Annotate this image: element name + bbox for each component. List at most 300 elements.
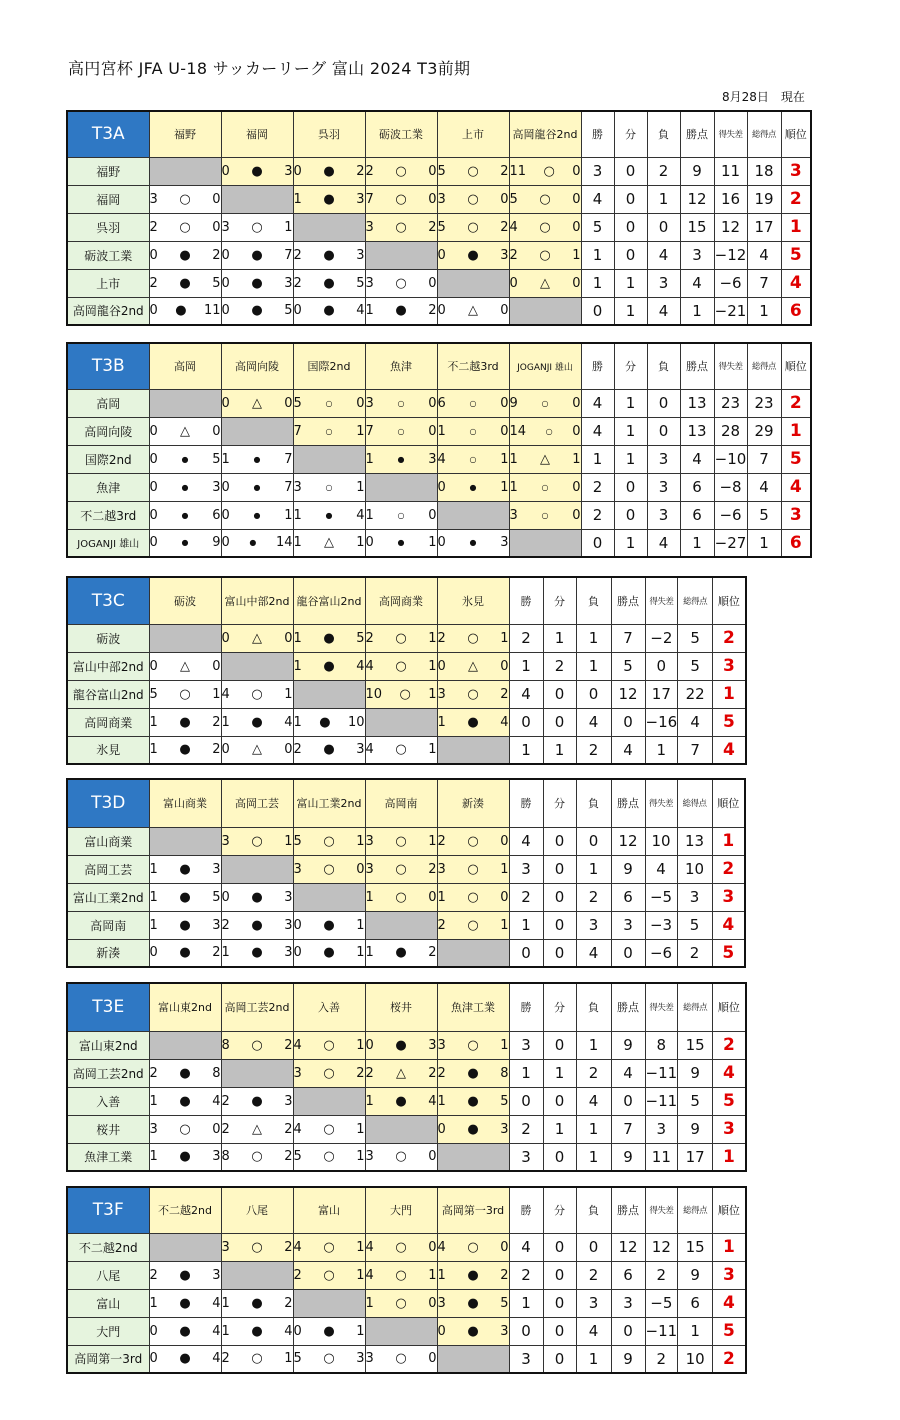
home-score: 5 [437, 219, 446, 235]
win-mark-icon: ○ [397, 510, 405, 520]
win-mark-icon: ○ [541, 510, 549, 520]
stat-value: 1 [614, 445, 647, 473]
home-score: 3 [221, 219, 230, 235]
home-score: 0 [149, 535, 158, 551]
stat-value: 1 [680, 297, 714, 325]
home-score: 3 [437, 686, 446, 702]
home-score: 0 [221, 163, 230, 179]
draw-mark-icon: △ [252, 395, 262, 411]
column-team-header: 龍谷富山2nd [293, 577, 365, 624]
win-mark-icon: ○ [395, 861, 407, 877]
loss-mark-icon: ● [323, 191, 335, 207]
row-team-label: 富山商業 [67, 827, 149, 855]
match-result-cell [365, 736, 437, 764]
stat-value: 4 [581, 389, 614, 417]
stat-value: 0 [509, 1087, 543, 1115]
match-result-cell [221, 1317, 293, 1345]
match-result-cell [365, 1059, 437, 1087]
away-score: 2 [284, 1149, 293, 1165]
away-score: 2 [500, 163, 509, 179]
rank-value: 5 [781, 241, 811, 269]
stat-value: 1 [614, 297, 647, 325]
league-table-t3d [66, 778, 746, 968]
match-result-cell [293, 185, 365, 213]
stat-header: 総得点 [678, 1187, 713, 1233]
stat-value: 2 [677, 939, 712, 967]
away-score: 5 [356, 630, 365, 646]
home-score: 2 [293, 275, 302, 291]
stat-header: 勝 [581, 111, 614, 157]
home-score: 4 [365, 1239, 374, 1255]
away-score: 1 [428, 742, 437, 758]
stat-header: 順位 [713, 983, 746, 1031]
stat-value: 0 [543, 911, 576, 939]
away-score: 4 [356, 507, 365, 523]
away-score: 2 [284, 1121, 293, 1137]
draw-mark-icon: △ [180, 423, 190, 439]
stat-value: 5 [581, 213, 614, 241]
home-score: 1 [293, 191, 302, 207]
match-result-cell [509, 269, 581, 297]
loss-mark-icon: ● [179, 1267, 191, 1283]
away-score: 0 [500, 395, 509, 411]
away-score: 0 [356, 395, 365, 411]
league-name: T3C [67, 577, 149, 624]
home-score: 0 [221, 535, 230, 551]
away-score: 3 [356, 1351, 365, 1367]
stat-header: 得失差 [645, 779, 677, 827]
away-score: 1 [572, 451, 581, 467]
stat-value: 3 [647, 473, 680, 501]
win-mark-icon: ○ [395, 1149, 407, 1165]
away-score: 1 [428, 630, 437, 646]
match-result-cell [365, 501, 437, 529]
column-team-header: 砺波工業 [365, 111, 437, 157]
loss-mark-icon: ● [251, 247, 263, 263]
stat-value: 0 [543, 939, 576, 967]
stat-value: 13 [680, 417, 714, 445]
away-score: 2 [284, 1239, 293, 1255]
match-result-cell [149, 911, 221, 939]
rank-value: 2 [781, 389, 811, 417]
match-result-cell [149, 473, 221, 501]
rank-value: 5 [781, 445, 811, 473]
home-score: 0 [149, 247, 158, 263]
loss-mark-icon: ● [251, 889, 263, 905]
home-score: 2 [365, 630, 374, 646]
column-team-header: 入善 [293, 983, 365, 1031]
table-row [67, 529, 811, 557]
stat-header: 分 [543, 983, 576, 1031]
match-result-cell [293, 1345, 365, 1373]
stat-value: 1 [509, 911, 543, 939]
away-score: 3 [284, 889, 293, 905]
away-score: 4 [212, 1093, 221, 1109]
table-row [67, 445, 811, 473]
match-result-cell [149, 185, 221, 213]
stat-value: 4 [581, 417, 614, 445]
loss-mark-icon: ● [469, 482, 477, 492]
stat-header: 勝 [509, 983, 543, 1031]
match-result-cell [149, 417, 221, 445]
home-score: 8 [221, 1037, 230, 1053]
draw-mark-icon: △ [252, 742, 262, 758]
match-result-cell [293, 389, 365, 417]
stat-value: 13 [677, 827, 712, 855]
loss-mark-icon: ● [251, 303, 263, 319]
away-score: 11 [203, 303, 221, 319]
home-score: 5 [293, 833, 302, 849]
column-team-header: 不二越2nd [149, 1187, 221, 1233]
away-score: 2 [428, 219, 437, 235]
win-mark-icon: ○ [251, 1239, 263, 1255]
stat-value: 1 [576, 652, 611, 680]
stat-value: 4 [509, 1233, 543, 1261]
table-row [67, 1087, 746, 1115]
home-score: 3 [365, 833, 374, 849]
loss-mark-icon: ● [323, 303, 335, 319]
away-score: 3 [428, 451, 437, 467]
away-score: 4 [284, 714, 293, 730]
stat-value: 3 [677, 883, 712, 911]
match-result-cell [293, 501, 365, 529]
league-name: T3A [67, 111, 149, 157]
away-score: 3 [212, 1267, 221, 1283]
win-mark-icon: ○ [539, 191, 551, 207]
match-result-cell [293, 1261, 365, 1289]
stat-value: 1 [678, 1317, 713, 1345]
home-score: 0 [149, 451, 158, 467]
home-score: 3 [365, 219, 374, 235]
loss-mark-icon: ● [323, 945, 335, 961]
match-result-cell [221, 389, 293, 417]
away-score: 1 [284, 1351, 293, 1367]
away-score: 1 [500, 479, 509, 495]
stat-value: 9 [611, 1143, 645, 1171]
stat-value: 1 [581, 445, 614, 473]
stat-value: 9 [611, 855, 645, 883]
away-score: 0 [500, 303, 509, 319]
home-score: 1 [149, 861, 158, 877]
away-score: 0 [428, 1149, 437, 1165]
stat-value: 5 [611, 652, 645, 680]
match-result-cell [221, 624, 293, 652]
home-score: 4 [221, 686, 230, 702]
stat-value: 3 [647, 269, 680, 297]
loss-mark-icon: ● [251, 1093, 263, 1109]
loss-mark-icon: ● [181, 510, 189, 520]
away-score: 3 [500, 1121, 509, 1137]
match-result-cell [365, 269, 437, 297]
loss-mark-icon: ● [181, 538, 189, 548]
home-score: 1 [293, 714, 302, 730]
match-result-cell [221, 1289, 293, 1317]
match-result-cell [293, 1233, 365, 1261]
match-result-cell [509, 417, 581, 445]
away-score: 0 [428, 275, 437, 291]
match-result-cell [221, 736, 293, 764]
match-result-cell [509, 473, 581, 501]
stat-value: 29 [747, 417, 781, 445]
loss-mark-icon: ● [179, 1351, 191, 1367]
stat-value: 4 [647, 241, 680, 269]
stat-value: 2 [581, 473, 614, 501]
stat-value: 3 [509, 855, 543, 883]
home-score: 0 [437, 658, 446, 674]
loss-mark-icon: ● [319, 714, 331, 730]
self-match-cell [437, 1143, 509, 1171]
stat-value: 15 [678, 1233, 713, 1261]
row-team-label: 不二越3rd [67, 501, 149, 529]
match-result-cell [437, 1289, 509, 1317]
loss-mark-icon: ● [397, 454, 405, 464]
loss-mark-icon: ● [397, 538, 405, 548]
self-match-cell [149, 624, 221, 652]
loss-mark-icon: ● [395, 1093, 407, 1109]
match-result-cell [149, 445, 221, 473]
stat-header: 勝点 [611, 577, 645, 624]
stat-value: 0 [611, 1087, 645, 1115]
stat-value: 0 [543, 1289, 576, 1317]
stat-value: 5 [678, 652, 713, 680]
home-score: 2 [221, 1351, 230, 1367]
home-score: 1 [365, 1093, 374, 1109]
draw-mark-icon: △ [468, 303, 478, 319]
stat-value: 0 [543, 1345, 576, 1373]
match-result-cell [221, 708, 293, 736]
loss-mark-icon: ● [395, 945, 407, 961]
stat-header: 分 [543, 577, 576, 624]
home-score: 0 [221, 303, 230, 319]
win-mark-icon: ○ [251, 1037, 263, 1053]
loss-mark-icon: ● [467, 1121, 479, 1137]
rank-value: 2 [713, 624, 746, 652]
away-score: 3 [284, 917, 293, 933]
stat-value: 12 [611, 680, 645, 708]
row-team-label: 氷見 [67, 736, 149, 764]
away-score: 10 [347, 714, 365, 730]
away-score: 1 [356, 1323, 365, 1339]
stat-value: 0 [543, 680, 576, 708]
stat-value: 1 [576, 855, 611, 883]
away-score: 0 [500, 423, 509, 439]
win-mark-icon: ○ [179, 219, 191, 235]
stat-value: −11 [645, 1087, 678, 1115]
match-result-cell [365, 213, 437, 241]
away-score: 0 [572, 191, 581, 207]
match-result-cell [221, 241, 293, 269]
stat-value: 6 [611, 883, 645, 911]
home-score: 1 [293, 658, 302, 674]
row-team-label: 高岡向陵 [67, 417, 149, 445]
row-team-label: 高岡工芸 [67, 855, 149, 883]
home-score: 0 [293, 945, 302, 961]
away-score: 0 [428, 507, 437, 523]
stat-value: 0 [509, 939, 543, 967]
row-team-label: 大門 [67, 1317, 149, 1345]
stat-value: 1 [614, 417, 647, 445]
away-score: 3 [356, 191, 365, 207]
stat-value: 1 [576, 1345, 611, 1373]
stat-header: 勝点 [611, 779, 645, 827]
stat-value: 3 [576, 1289, 611, 1317]
draw-mark-icon: △ [540, 275, 550, 291]
loss-mark-icon: ● [179, 1323, 191, 1339]
match-result-cell [293, 269, 365, 297]
stat-value: 1 [543, 1059, 576, 1087]
stat-header: 順位 [712, 779, 745, 827]
rank-value: 4 [713, 736, 746, 764]
stat-value: 1 [581, 269, 614, 297]
home-score: 2 [437, 917, 446, 933]
away-score: 0 [284, 742, 293, 758]
stat-value: 11 [714, 157, 747, 185]
match-result-cell [149, 652, 221, 680]
stat-value: 11 [645, 1143, 678, 1171]
stat-value: 12 [611, 1233, 645, 1261]
home-score: 0 [437, 247, 446, 263]
stat-value: 4 [581, 185, 614, 213]
table-row [67, 241, 811, 269]
stat-value: −11 [645, 1059, 678, 1087]
column-team-header: 大門 [365, 1187, 437, 1233]
stat-value: 4 [645, 855, 677, 883]
away-score: 3 [356, 742, 365, 758]
row-team-label: JOGANJI 雄山 [67, 529, 149, 557]
match-result-cell [149, 529, 221, 557]
away-score: 2 [500, 1267, 509, 1283]
stat-value: 1 [576, 1143, 611, 1171]
home-score: 1 [509, 451, 518, 467]
column-team-header: 福岡 [221, 111, 293, 157]
stat-value: 4 [647, 529, 680, 557]
loss-mark-icon: ● [467, 1065, 479, 1081]
away-score: 8 [500, 1065, 509, 1081]
win-mark-icon: ○ [395, 1239, 407, 1255]
loss-mark-icon: ● [251, 275, 263, 291]
self-match-cell [293, 680, 365, 708]
stat-value: 0 [543, 883, 576, 911]
column-team-header: 富山東2nd [149, 983, 221, 1031]
home-score: 2 [437, 833, 446, 849]
column-team-header: 富山 [293, 1187, 365, 1233]
match-result-cell [437, 529, 509, 557]
match-result-cell [221, 827, 293, 855]
loss-mark-icon: ● [323, 658, 335, 674]
home-score: 5 [293, 1351, 302, 1367]
stat-value: 2 [509, 624, 543, 652]
match-result-cell [293, 417, 365, 445]
win-mark-icon: ○ [323, 1065, 335, 1081]
loss-mark-icon: ● [325, 510, 333, 520]
match-result-cell [437, 185, 509, 213]
league-table-t3e [66, 982, 747, 1172]
stat-value: 5 [678, 1087, 713, 1115]
away-score: 1 [428, 686, 437, 702]
match-result-cell [149, 1059, 221, 1087]
draw-mark-icon: △ [324, 535, 334, 551]
away-score: 0 [356, 861, 365, 877]
home-score: 0 [221, 395, 230, 411]
match-result-cell [509, 185, 581, 213]
league-name: T3E [67, 983, 149, 1031]
stat-value: 0 [543, 1233, 576, 1261]
match-result-cell [293, 855, 365, 883]
away-score: 2 [428, 1065, 437, 1081]
loss-mark-icon: ● [179, 1093, 191, 1109]
loss-mark-icon: ● [251, 1323, 263, 1339]
match-result-cell [221, 680, 293, 708]
stat-header: 勝点 [611, 983, 645, 1031]
stat-value: −11 [645, 1317, 678, 1345]
home-score: 2 [437, 1065, 446, 1081]
match-result-cell [149, 1115, 221, 1143]
away-score: 5 [212, 451, 221, 467]
home-score: 0 [149, 303, 158, 319]
stat-value: −21 [714, 297, 747, 325]
stat-header: 負 [647, 343, 680, 389]
rank-value: 2 [713, 1031, 746, 1059]
self-match-cell [437, 501, 509, 529]
home-score: 6 [437, 395, 446, 411]
match-result-cell [437, 1115, 509, 1143]
away-score: 1 [500, 861, 509, 877]
column-team-header: 桜井 [365, 983, 437, 1031]
stat-value: 1 [543, 736, 576, 764]
win-mark-icon: ○ [467, 219, 479, 235]
home-score: 4 [509, 219, 518, 235]
stat-value: 10 [677, 855, 712, 883]
away-score: 4 [356, 303, 365, 319]
away-score: 3 [428, 1037, 437, 1053]
home-score: 1 [437, 889, 446, 905]
stat-header: 順位 [713, 1187, 746, 1233]
win-mark-icon: ○ [323, 1121, 335, 1137]
home-score: 1 [437, 714, 446, 730]
stat-header: 勝点 [611, 1187, 645, 1233]
stat-value: 9 [611, 1031, 645, 1059]
match-result-cell [149, 213, 221, 241]
loss-mark-icon: ● [179, 742, 191, 758]
match-result-cell [365, 652, 437, 680]
home-score: 0 [437, 535, 446, 551]
loss-mark-icon: ● [467, 1093, 479, 1109]
stat-value: 1 [614, 269, 647, 297]
rank-value: 6 [781, 297, 811, 325]
stat-value: 4 [509, 680, 543, 708]
away-score: 5 [212, 275, 221, 291]
column-team-header: 福野 [149, 111, 221, 157]
stat-header: 総得点 [678, 983, 713, 1031]
home-score: 0 [509, 275, 518, 291]
home-score: 1 [437, 423, 446, 439]
away-score: 1 [500, 1037, 509, 1053]
loss-mark-icon: ● [323, 1323, 335, 1339]
home-score: 0 [293, 303, 302, 319]
league-name: T3B [67, 343, 149, 389]
stat-header: 負 [647, 111, 680, 157]
away-score: 0 [572, 219, 581, 235]
home-score: 3 [149, 1121, 158, 1137]
column-team-header: 富山中部2nd [221, 577, 293, 624]
draw-mark-icon: △ [468, 658, 478, 674]
match-result-cell [509, 241, 581, 269]
stat-header: 分 [614, 343, 647, 389]
away-score: 1 [428, 535, 437, 551]
match-result-cell [293, 1059, 365, 1087]
stat-value: 9 [611, 1345, 645, 1373]
away-score: 0 [572, 479, 581, 495]
